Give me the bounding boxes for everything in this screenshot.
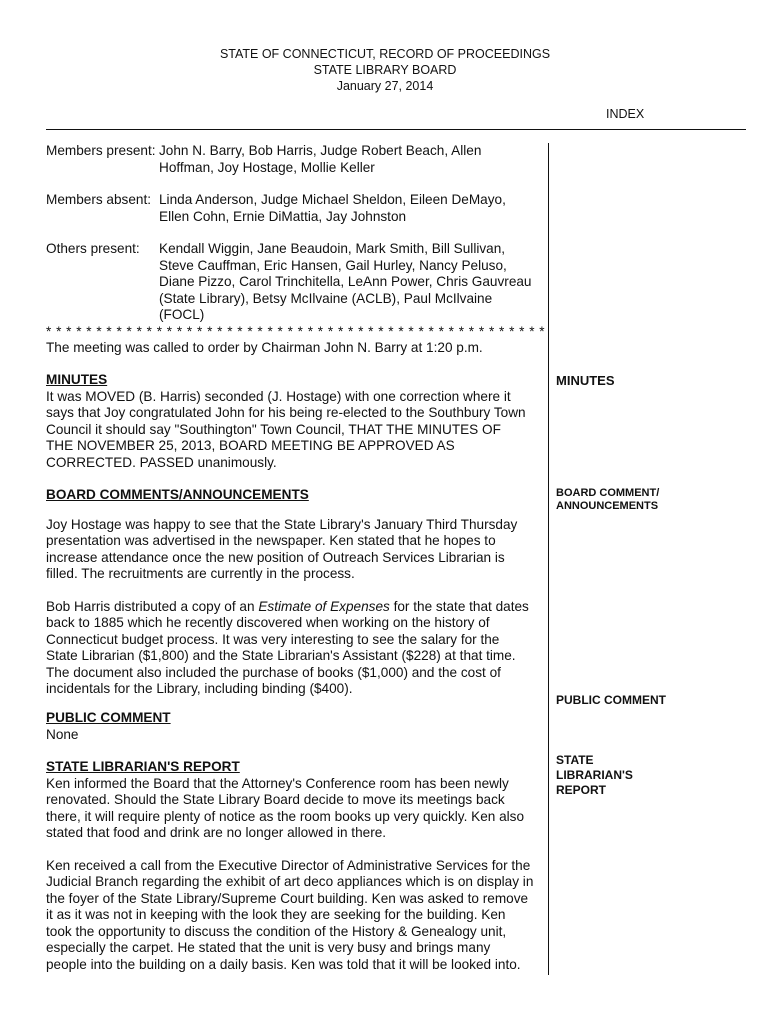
board-comments-paragraph-1 <box>46 517 546 583</box>
minutes-line: says that Joy congratulated John for his being re-elected to the Southbury Town <box>46 405 526 420</box>
paragraph-line: especially the carpet. He stated that the unit is very busy and brings many <box>46 940 491 955</box>
state-librarian-heading: STATE LIBRARIAN'S REPORT <box>46 759 240 774</box>
paragraph-line: people into the building on a daily basis. Ken was told that it will be looked into. <box>46 956 521 972</box>
paragraph-line: Judicial Branch regarding the exhibit of art deco appliances which is on display in <box>46 874 534 889</box>
text-run: for the state that dates <box>389 598 529 614</box>
index-entry-line: REPORT <box>556 783 607 797</box>
others-present-line-1: Kendall Wiggin, Jane Beaudoin, Mark Smith, Bill Sullivan, <box>159 241 506 256</box>
board-comments-section <box>46 487 546 698</box>
paragraph-line: renovated. Should the State Library Board decide to move its meetings back <box>46 792 505 807</box>
board-comments-paragraph-2 <box>46 599 546 698</box>
paragraph-line: Ken informed the Board that the Attorney's Conference room has been newly <box>46 775 509 791</box>
members-present-line-2: Hoffman, Joy Hostage, Mollie Keller <box>159 159 375 175</box>
paragraph-line: it as it was not in keeping with the look they are seeking for the building. Ken <box>46 907 506 922</box>
members-absent <box>46 192 546 225</box>
header-line-2: STATE LIBRARY BOARD <box>313 63 457 77</box>
paragraph-line: incidentals for the Library, including binding ($400). <box>46 681 353 696</box>
minutes-line: CORRECTED. PASSED unanimously. <box>46 454 277 470</box>
others-present-line-4: (State Library), Betsy McIlvaine (ACLB), Paul McIlvaine <box>159 290 493 306</box>
paragraph-line: The document also included the purchase of books ($1,000) and the cost of <box>46 664 501 680</box>
minutes-section <box>46 372 546 471</box>
index-entry-state-librarian <box>556 753 633 798</box>
paragraph-line: took the opportunity to discuss the condition of the History & Genealogy unit, <box>46 923 507 939</box>
minutes-line: THE NOVEMBER 25, 2013, BOARD MEETING BE APPROVED AS <box>46 438 455 453</box>
others-present-line-2: Steve Cauffman, Eric Hansen, Gail Hurley, Nancy Peluso, <box>159 257 507 273</box>
paragraph-line: State Librarian ($1,800) and the State Librarian's Assistant ($228) at that time. <box>46 648 516 663</box>
attendance-section <box>46 143 546 357</box>
minutes-heading: MINUTES <box>46 372 108 387</box>
members-present <box>46 143 546 176</box>
members-present-label: Members present: <box>46 143 156 158</box>
index-column-divider <box>548 143 549 975</box>
paragraph-line: back to 1885 which he recently discovered when working on the history of <box>46 615 490 630</box>
index-entry-minutes: MINUTES <box>556 373 615 388</box>
index-entry-line: BOARD COMMENT/ <box>556 487 660 499</box>
minutes-line: It was MOVED (B. Harris) seconded (J. Hostage) with one correction where it <box>46 388 511 404</box>
text-run: Bob Harris distributed a copy of an <box>46 598 259 614</box>
paragraph-line: filled. The recruitments are currently in the process. <box>46 566 355 581</box>
state-librarian-paragraph-2 <box>46 858 546 974</box>
header-line-1: STATE OF CONNECTICUT, RECORD OF PROCEEDINGS <box>219 47 551 61</box>
call-to-order: The meeting was called to order by Chairman John N. Barry at 1:20 p.m. <box>46 340 483 355</box>
paragraph-line: presentation was advertised in the newspaper. Ken stated that he hopes to <box>46 533 496 548</box>
paragraph-line: increase attendance once the new position of Outreach Services Librarian is <box>46 549 505 565</box>
others-present-line-5: (FOCL) <box>159 307 205 322</box>
index-entry-public-comment: PUBLIC COMMENT <box>556 693 666 707</box>
members-absent-label: Members absent: <box>46 192 152 207</box>
index-entry-line: STATE <box>556 753 594 767</box>
paragraph-line: the foyer of the State Library/Supreme Court building. Ken was asked to remove <box>46 890 529 906</box>
public-comment-heading: PUBLIC COMMENT <box>46 710 171 725</box>
index-entry-line: LIBRARIAN'S <box>556 768 633 782</box>
header-line-3: January 27, 2014 <box>336 79 434 93</box>
header-rule <box>46 129 746 130</box>
paragraph-line: Ken received a call from the Executive Director of Administrative Services for the <box>46 857 531 873</box>
star-separator: * * * * * * * * * * * * * * * * * * * * * * * * * * * * * * * * * * * * * * * * * * * * * * * * * * <box>46 323 546 339</box>
paragraph-line: stated that food and drink are no longer allowed in there. <box>46 825 387 840</box>
public-comment-section <box>46 710 546 743</box>
state-librarian-section <box>46 759 546 973</box>
paragraph-line: there, it will require plenty of notice as the room books up very quickly. Ken also <box>46 808 525 824</box>
paragraph-line: Joy Hostage was happy to see that the State Library's January Third Thursday <box>46 516 518 532</box>
others-present <box>46 241 546 324</box>
index-entry-line: ANNOUNCEMENTS <box>556 500 659 512</box>
index-label: INDEX <box>606 107 645 121</box>
members-absent-line-2: Ellen Cohn, Ernie DiMattia, Jay Johnston <box>159 208 407 224</box>
board-comments-heading: BOARD COMMENTS/ANNOUNCEMENTS <box>46 487 309 502</box>
document-title-italic: Estimate of Expenses <box>258 598 390 614</box>
others-present-label: Others present: <box>46 241 140 256</box>
index-entry-board-comments <box>556 487 659 513</box>
members-present-line-1: John N. Barry, Bob Harris, Judge Robert Beach, Allen <box>159 143 482 158</box>
public-comment-text: None <box>46 726 79 742</box>
members-absent-line-1: Linda Anderson, Judge Michael Sheldon, Eileen DeMayo, <box>159 192 506 207</box>
document-header <box>0 46 770 94</box>
others-present-line-3: Diane Pizzo, Carol Trinchitella, LeAnn Power, Chris Gauvreau <box>159 274 532 289</box>
paragraph-line: Connecticut budget process. It was very interesting to see the salary for the <box>46 631 500 647</box>
minutes-line: Council it should say "Southington" Town Council, THAT THE MINUTES OF <box>46 421 501 437</box>
paragraph-line <box>46 599 546 616</box>
